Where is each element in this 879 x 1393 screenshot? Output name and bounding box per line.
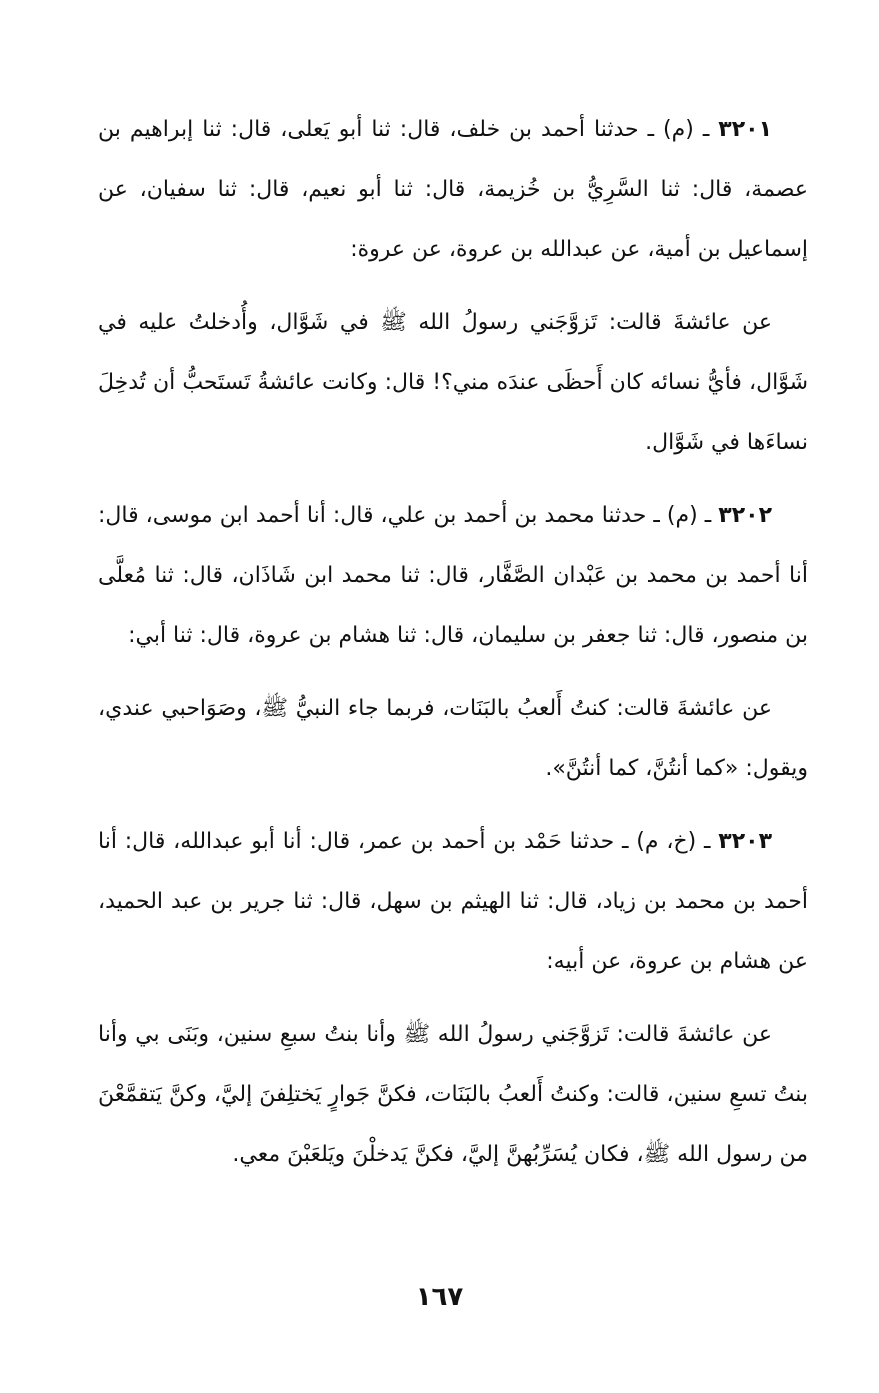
hadith-matn: عن عائشةَ قالت: كنتُ أَلعبُ بالبَنَات، فربما جاء النبيُّ ﷺ، وصَوَاحبي عندي، ويقول: «كما أنتُنَّ، كما أنتُنَّ». (98, 696, 808, 781)
hadith-number: ٣٢٠٢ (718, 503, 772, 528)
hadith-isnad (98, 100, 808, 280)
hadith-matn: عن عائشةَ قالت: تَزوَّجَني رسولُ الله ﷺ وأنا بنتُ سبعِ سنين، وبَنَى بي وأنا بنتُ تسعِ سنين، قالت: وكنتُ أَلعبُ بالبَنَات، فكنَّ جَوارٍ يَختلِفنَ إليَّ، وكنَّ يَتقمَّعْنَ من رسول الله ﷺ، فكان يُسَرِّبُهنَّ إليَّ، فكنَّ يَدخلْنَ ويَلعَبْنَ معي. (98, 1022, 808, 1167)
hadith-matn: عن عائشةَ قالت: تَزوَّجَني رسولُ الله ﷺ في شَوَّال، وأُدخلتُ عليه في شَوَّال، فأيُّ نسائه كان أَحظَى عندَه مني؟! قال: وكانت عائشةُ تَستَحبُّ أن تُدخِلَ نساءَها في شَوَّال. (98, 310, 808, 455)
hadith-number: ٣٢٠١ (718, 117, 772, 142)
hadith-number: ٣٢٠٣ (718, 829, 772, 854)
isnad-text: ـ (م) ـ حدثنا محمد بن أحمد بن علي، قال: أنا أحمد ابن موسى، قال: أنا أحمد بن محمد بن عَبْدان الصَّفَّار، قال: ثنا محمد ابن شَاذَان، قال: ثنا مُعلَّى بن منصور، قال: ثنا جعفر بن سليمان، قال: ثنا هشام بن عروة، قال: ثنا أبي: (98, 503, 808, 648)
isnad-text: ـ (خ، م) ـ حدثنا حَمْد بن أحمد بن عمر، قال: أنا أبو عبدالله، قال: أنا أحمد بن محمد بن زياد، قال: ثنا الهيثم بن سهل، قال: ثنا جرير بن عبد الحميد، عن هشام بن عروة، عن أبيه: (98, 829, 808, 974)
hadith-isnad (98, 486, 808, 666)
page-number: ١٦٧ (415, 1282, 464, 1312)
page-body (98, 100, 808, 1198)
isnad-text: ـ (م) ـ حدثنا أحمد بن خلف، قال: ثنا أبو يَعلى، قال: ثنا إبراهيم بن عصمة، قال: ثنا السَّرِيُّ بن خُزيمة، قال: ثنا أبو نعيم، قال: ثنا سفيان، عن إسماعيل بن أمية، عن عبدالله بن عروة، عن عروة: (98, 117, 808, 262)
hadith-isnad (98, 812, 808, 992)
